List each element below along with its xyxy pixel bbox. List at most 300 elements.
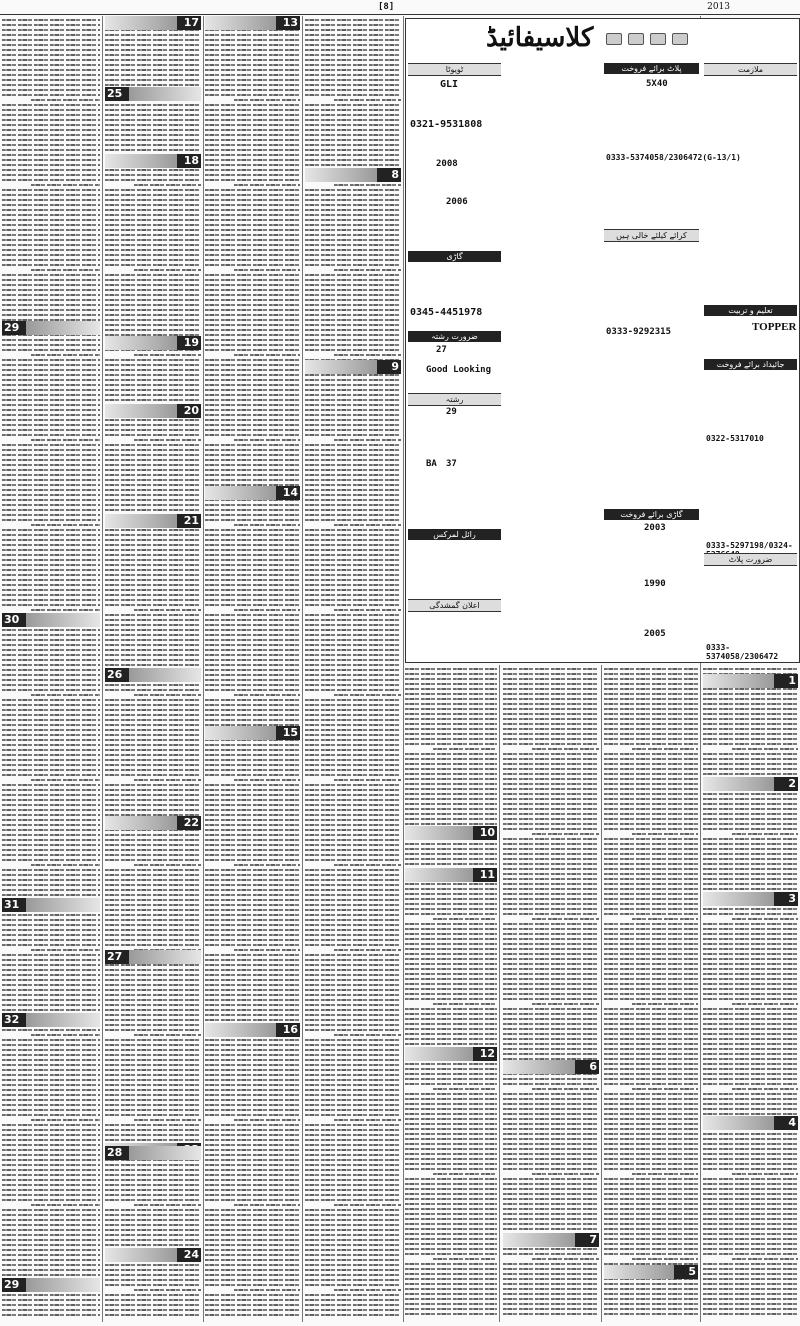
text-line xyxy=(105,544,201,546)
text-line xyxy=(105,769,201,771)
text-line xyxy=(134,184,201,186)
text-line xyxy=(503,1108,599,1110)
text-line xyxy=(305,1014,401,1016)
topper-label: TOPPER xyxy=(752,321,797,333)
text-line xyxy=(105,324,201,326)
text-line xyxy=(105,1069,201,1071)
text-line xyxy=(405,1043,497,1045)
text-line xyxy=(532,1258,599,1260)
text-line xyxy=(503,848,599,850)
text-line xyxy=(305,604,401,606)
text-line xyxy=(305,1284,401,1286)
text-line xyxy=(205,629,300,631)
text-line xyxy=(703,968,798,970)
text-line xyxy=(703,738,798,740)
text-line xyxy=(105,1189,201,1191)
text-line xyxy=(604,1178,698,1180)
text-line xyxy=(205,1304,300,1306)
section-number: 1 xyxy=(703,674,798,688)
text-line xyxy=(305,194,401,196)
text-line xyxy=(2,1214,100,1216)
text-line xyxy=(2,279,100,281)
text-line xyxy=(105,899,201,901)
text-line xyxy=(105,1064,201,1066)
text-line xyxy=(2,819,100,821)
text-line xyxy=(305,459,401,461)
text-line xyxy=(405,683,497,685)
text-line xyxy=(2,509,100,511)
text-line xyxy=(305,1019,401,1021)
text-line xyxy=(305,784,401,786)
text-line xyxy=(305,1024,401,1026)
text-line xyxy=(604,1163,698,1165)
text-line xyxy=(305,689,401,691)
text-line xyxy=(503,678,599,680)
text-line xyxy=(703,728,798,730)
text-line xyxy=(405,1193,497,1195)
text-line xyxy=(105,919,201,921)
text-line xyxy=(604,673,698,675)
text-line xyxy=(2,1254,100,1256)
text-line xyxy=(604,1023,698,1025)
text-line xyxy=(205,214,300,216)
text-line xyxy=(205,1059,300,1061)
text-line xyxy=(2,869,100,871)
text-line xyxy=(2,724,100,726)
text-line xyxy=(604,1248,698,1250)
text-line xyxy=(205,824,300,826)
text-line xyxy=(105,1274,201,1276)
text-line xyxy=(31,99,100,101)
text-line xyxy=(105,599,201,601)
text-line xyxy=(503,793,599,795)
text-line xyxy=(334,694,401,696)
text-line xyxy=(503,1288,599,1290)
text-line xyxy=(105,1239,201,1241)
text-line xyxy=(405,1143,497,1145)
text-line xyxy=(105,109,201,111)
text-line xyxy=(305,974,401,976)
text-line xyxy=(604,1108,698,1110)
text-line xyxy=(703,1113,798,1115)
text-line xyxy=(604,1118,698,1120)
text-line xyxy=(703,1148,798,1150)
text-line xyxy=(2,759,100,761)
text-line xyxy=(305,1299,401,1301)
text-line xyxy=(105,784,201,786)
text-line xyxy=(405,1018,497,1020)
text-line xyxy=(2,114,100,116)
text-line xyxy=(703,1018,798,1020)
text-line xyxy=(604,798,698,800)
text-line xyxy=(205,139,300,141)
text-line xyxy=(305,304,401,306)
text-line xyxy=(2,549,100,551)
text-line xyxy=(732,918,799,920)
text-line xyxy=(305,654,401,656)
text-line xyxy=(604,1298,698,1300)
text-line xyxy=(305,299,401,301)
text-line xyxy=(2,604,100,606)
text-line xyxy=(105,1234,201,1236)
text-line xyxy=(205,939,300,941)
text-line xyxy=(105,389,201,391)
text-line xyxy=(703,1168,798,1170)
text-line xyxy=(2,874,100,876)
text-line xyxy=(2,799,100,801)
text-line xyxy=(205,134,300,136)
text-line xyxy=(134,609,201,611)
text-line xyxy=(2,134,100,136)
text-line xyxy=(405,1298,497,1300)
text-line xyxy=(234,1204,301,1206)
text-line xyxy=(305,619,401,621)
section-heading: رائل لمرکس xyxy=(408,529,501,540)
text-line xyxy=(205,884,300,886)
text-line xyxy=(2,1244,100,1246)
text-line xyxy=(205,589,300,591)
text-line xyxy=(31,1034,100,1036)
text-line xyxy=(205,69,300,71)
text-line xyxy=(205,699,300,701)
text-line xyxy=(405,888,497,890)
text-line xyxy=(405,913,497,915)
car-icon xyxy=(606,33,622,45)
text-line xyxy=(105,64,201,66)
section-number: 29 xyxy=(2,1278,100,1292)
text-line xyxy=(433,1003,497,1005)
text-line xyxy=(305,329,401,331)
phone-number: 0322-5317010 xyxy=(706,434,764,443)
text-line xyxy=(105,709,201,711)
text-line xyxy=(703,913,798,915)
text-line xyxy=(205,124,300,126)
text-line xyxy=(205,294,300,296)
text-line xyxy=(2,659,100,661)
text-line xyxy=(134,1289,201,1291)
text-line xyxy=(205,1249,300,1251)
text-line xyxy=(2,349,100,351)
text-line xyxy=(305,159,401,161)
text-line xyxy=(405,1203,497,1205)
text-line xyxy=(205,394,300,396)
text-line xyxy=(703,1138,798,1140)
text-line xyxy=(503,858,599,860)
text-line xyxy=(405,1013,497,1015)
text-line xyxy=(305,39,401,41)
text-line xyxy=(205,944,300,946)
text-line xyxy=(703,1178,798,1180)
text-line xyxy=(105,879,201,881)
text-line xyxy=(503,968,599,970)
text-line xyxy=(205,344,300,346)
text-line xyxy=(105,914,201,916)
text-line xyxy=(205,1054,300,1056)
text-line xyxy=(703,1228,798,1230)
text-line xyxy=(205,94,300,96)
text-line xyxy=(134,439,201,441)
text-line xyxy=(205,624,300,626)
text-line xyxy=(2,1239,100,1241)
text-line xyxy=(305,1229,401,1231)
text-line xyxy=(703,963,798,965)
text-line xyxy=(503,763,599,765)
text-line xyxy=(2,19,100,21)
text-line xyxy=(2,259,100,261)
text-line xyxy=(2,1054,100,1056)
text-line xyxy=(305,214,401,216)
text-line xyxy=(405,933,497,935)
text-line xyxy=(2,299,100,301)
text-line xyxy=(305,1159,401,1161)
text-line xyxy=(305,464,401,466)
text-line xyxy=(205,1004,300,1006)
text-line xyxy=(305,639,401,641)
text-line xyxy=(604,883,698,885)
text-line xyxy=(2,559,100,561)
text-line xyxy=(305,1174,401,1176)
text-line xyxy=(604,708,698,710)
text-line xyxy=(105,1219,201,1221)
text-line xyxy=(31,524,100,526)
text-line xyxy=(205,279,300,281)
text-line xyxy=(604,823,698,825)
text-line xyxy=(503,773,599,775)
text-line xyxy=(105,249,201,251)
text-line xyxy=(703,1078,798,1080)
text-line xyxy=(2,754,100,756)
text-line xyxy=(2,1004,100,1006)
text-line xyxy=(105,254,201,256)
text-line xyxy=(703,1073,798,1075)
text-line xyxy=(31,1119,100,1121)
text-line xyxy=(305,739,401,741)
text-line xyxy=(305,1164,401,1166)
text-line xyxy=(105,574,201,576)
text-line xyxy=(205,1234,300,1236)
text-line xyxy=(205,1134,300,1136)
text-line xyxy=(405,978,497,980)
text-line xyxy=(703,863,798,865)
text-line xyxy=(205,529,300,531)
text-line xyxy=(2,974,100,976)
text-line xyxy=(503,998,599,1000)
text-line xyxy=(405,733,497,735)
text-line xyxy=(405,798,497,800)
text-line xyxy=(2,914,100,916)
text-line xyxy=(405,738,497,740)
text-line xyxy=(703,1093,798,1095)
text-line xyxy=(503,923,599,925)
text-line xyxy=(405,883,497,885)
text-line xyxy=(2,1079,100,1081)
text-line xyxy=(305,709,401,711)
text-line xyxy=(405,953,497,955)
text-line xyxy=(205,1039,300,1041)
text-line xyxy=(703,838,798,840)
text-line xyxy=(305,1059,401,1061)
section-heading: جائیداد برائے فروخت xyxy=(704,359,797,370)
text-line xyxy=(2,474,100,476)
text-line xyxy=(205,474,300,476)
text-line xyxy=(205,424,300,426)
text-line xyxy=(105,199,201,201)
text-line xyxy=(703,808,798,810)
text-line xyxy=(234,99,301,101)
text-line xyxy=(503,1143,599,1145)
text-line xyxy=(205,784,300,786)
text-line xyxy=(604,803,698,805)
text-line xyxy=(305,934,401,936)
section-number: 21 xyxy=(105,514,201,528)
text-line xyxy=(305,104,401,106)
plot-size: 5X40 xyxy=(646,79,668,89)
text-line xyxy=(305,204,401,206)
text-line xyxy=(105,399,201,401)
text-line xyxy=(2,454,100,456)
text-line xyxy=(205,264,300,266)
text-line xyxy=(632,748,698,750)
text-line xyxy=(105,189,201,191)
text-line xyxy=(105,454,201,456)
text-line xyxy=(105,1084,201,1086)
section-number: 10 xyxy=(405,826,497,840)
text-line xyxy=(2,504,100,506)
text-line xyxy=(205,129,300,131)
text-line xyxy=(205,549,300,551)
text-line xyxy=(205,689,300,691)
text-line xyxy=(105,1214,201,1216)
text-line xyxy=(703,708,798,710)
text-line xyxy=(703,713,798,715)
text-line xyxy=(604,898,698,900)
text-line xyxy=(703,1203,798,1205)
text-line xyxy=(205,199,300,201)
text-line xyxy=(2,879,100,881)
text-line xyxy=(205,1094,300,1096)
text-line xyxy=(405,903,497,905)
phone-number: 0333-5374058/2306472(G-13/1) xyxy=(606,153,741,162)
text-line xyxy=(2,384,100,386)
text-line xyxy=(105,229,201,231)
text-line xyxy=(305,69,401,71)
text-line xyxy=(205,89,300,91)
text-line xyxy=(604,1048,698,1050)
section-number: 6 xyxy=(503,1060,599,1074)
text-line xyxy=(703,1023,798,1025)
text-line xyxy=(305,1249,401,1251)
text-line xyxy=(105,974,201,976)
text-line xyxy=(604,1293,698,1295)
text-line xyxy=(305,1244,401,1246)
text-line xyxy=(503,743,599,745)
text-line xyxy=(105,479,201,481)
text-line xyxy=(405,813,497,815)
text-line xyxy=(305,534,401,536)
text-line xyxy=(405,808,497,810)
text-line xyxy=(2,84,100,86)
text-line xyxy=(305,49,401,51)
text-line xyxy=(632,918,698,920)
text-line xyxy=(305,399,401,401)
text-line xyxy=(205,64,300,66)
text-line xyxy=(305,1184,401,1186)
text-line xyxy=(405,858,497,860)
text-line xyxy=(205,909,300,911)
text-line xyxy=(305,1269,401,1271)
text-line xyxy=(205,419,300,421)
text-line xyxy=(305,679,401,681)
text-line xyxy=(305,244,401,246)
text-line xyxy=(205,244,300,246)
text-line xyxy=(105,1074,201,1076)
text-line xyxy=(405,773,497,775)
text-line xyxy=(2,519,100,521)
text-line xyxy=(205,834,300,836)
text-line xyxy=(205,519,300,521)
text-line xyxy=(503,1168,599,1170)
text-line xyxy=(205,974,300,976)
text-line xyxy=(503,993,599,995)
text-line xyxy=(604,1283,698,1285)
text-line xyxy=(105,474,201,476)
text-line xyxy=(703,948,798,950)
text-line xyxy=(305,229,401,231)
text-line xyxy=(703,908,798,910)
text-line xyxy=(604,1063,698,1065)
text-line xyxy=(604,1198,698,1200)
text-line xyxy=(205,274,300,276)
text-line xyxy=(305,859,401,861)
text-line xyxy=(105,559,201,561)
text-line xyxy=(2,1039,100,1041)
text-line xyxy=(305,994,401,996)
text-line xyxy=(503,1133,599,1135)
text-line xyxy=(405,703,497,705)
text-line xyxy=(205,259,300,261)
text-line xyxy=(405,943,497,945)
text-line xyxy=(703,823,798,825)
text-line xyxy=(2,469,100,471)
text-line xyxy=(503,733,599,735)
text-line xyxy=(604,1188,698,1190)
text-line xyxy=(205,869,300,871)
text-line xyxy=(105,629,201,631)
text-line xyxy=(105,1094,201,1096)
text-line xyxy=(205,249,300,251)
text-line xyxy=(732,1088,799,1090)
text-line xyxy=(503,713,599,715)
text-line xyxy=(2,544,100,546)
text-line xyxy=(405,803,497,805)
text-line xyxy=(105,364,201,366)
text-line xyxy=(604,743,698,745)
text-line xyxy=(503,1193,599,1195)
text-line xyxy=(205,1159,300,1161)
text-line xyxy=(2,1194,100,1196)
text-line xyxy=(305,829,401,831)
text-line xyxy=(2,1249,100,1251)
text-line xyxy=(305,1169,401,1171)
text-line xyxy=(703,993,798,995)
text-line xyxy=(305,659,401,661)
text-line xyxy=(305,769,401,771)
text-line xyxy=(105,84,201,86)
text-line xyxy=(2,369,100,371)
text-line xyxy=(604,1158,698,1160)
text-line xyxy=(105,174,201,176)
text-line xyxy=(205,564,300,566)
